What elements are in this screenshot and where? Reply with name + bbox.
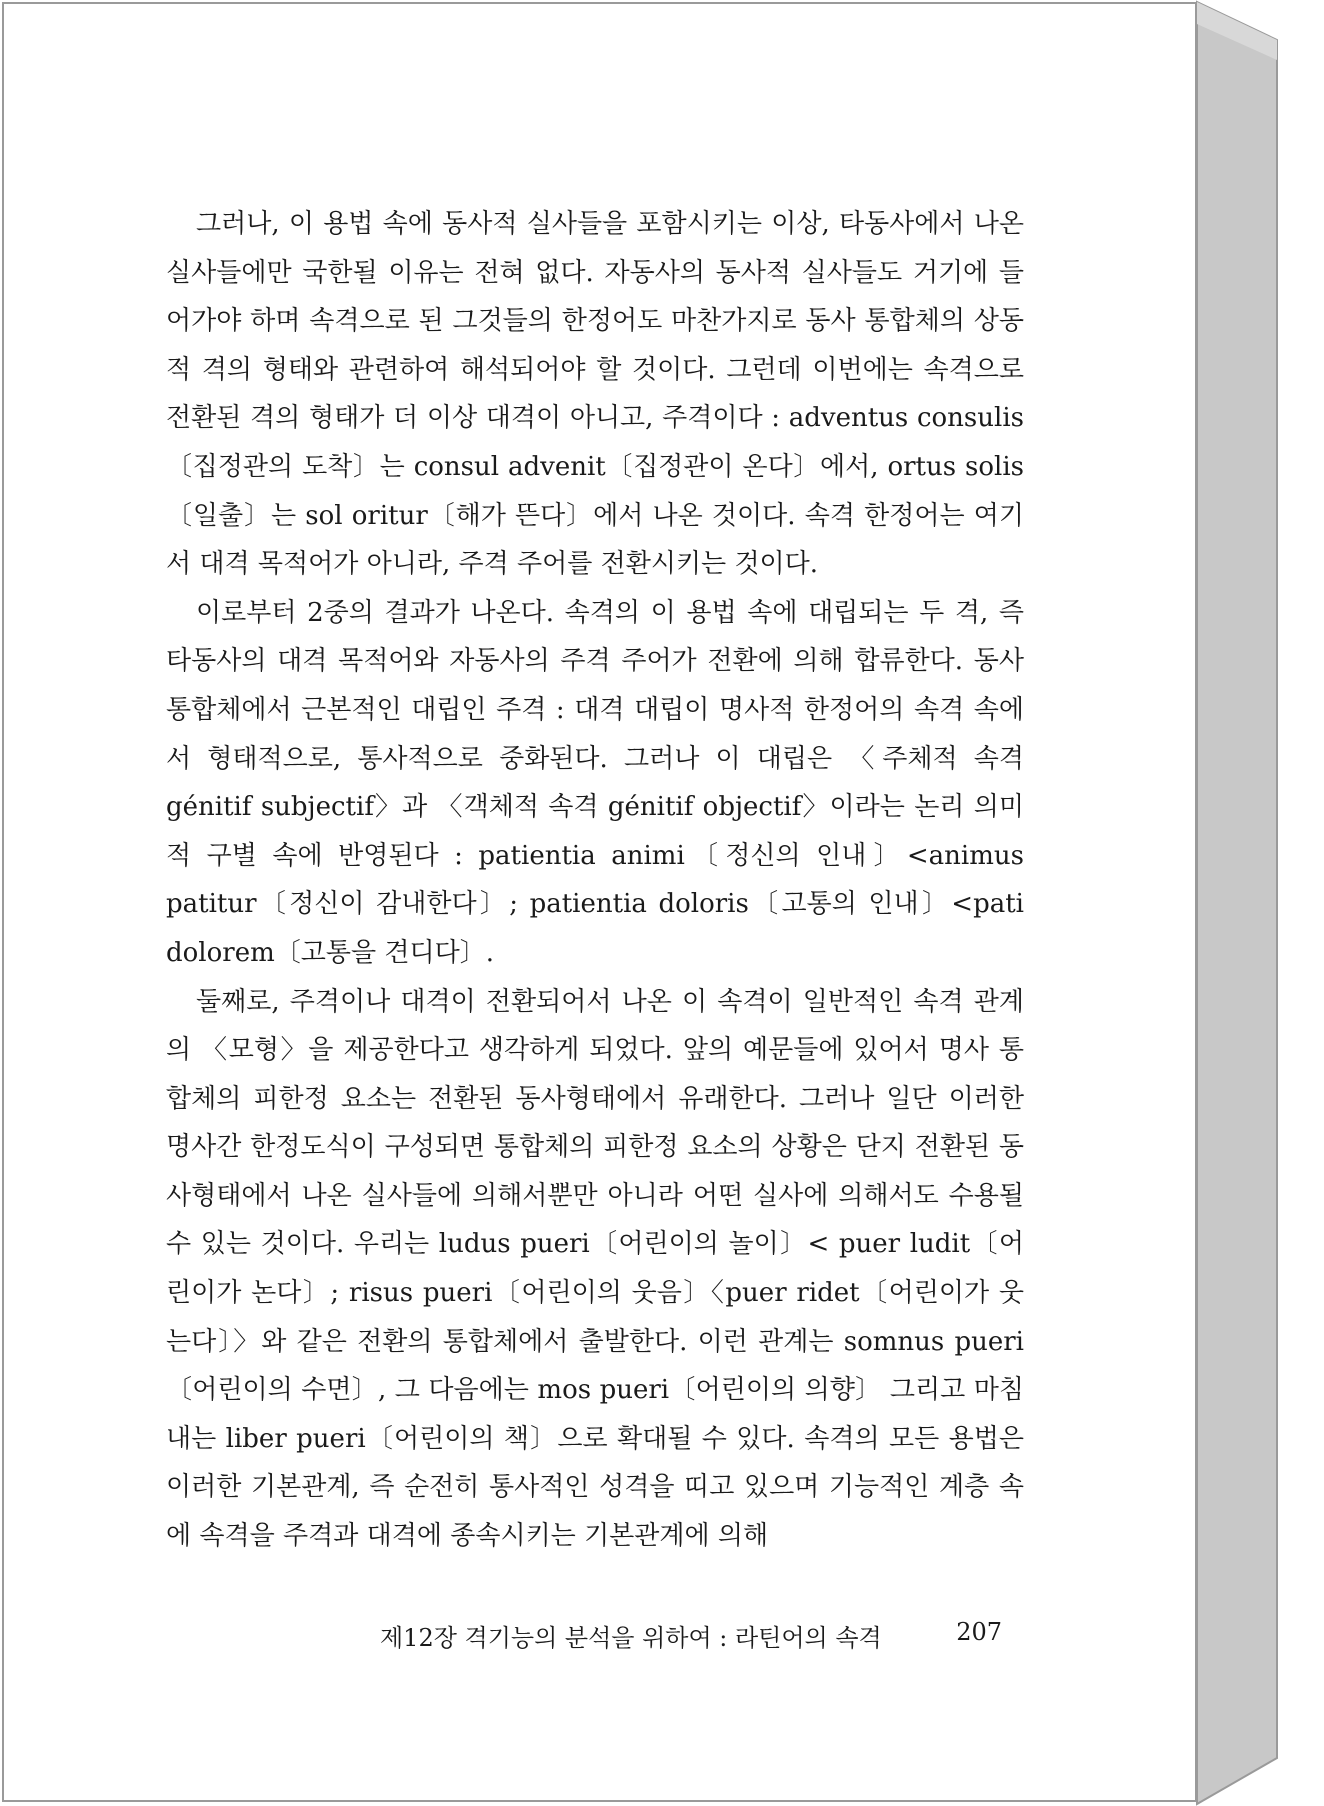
body-text [166,200,1024,1561]
paragraph-2: 이로부터 2중의 결과가 나온다. 속격의 이 용법 속에 대립되는 두 격, 즉 타동사의 대격 목적어와 자동사의 주격 주어가 전환에 의해 합류한다. 동사 통합체에서 근본적인 대립인 주격 : 대격 대립이 명사적 한정어의 속격 속에서 형태적으로, 통사적으로 중화된다. 그러나 이 대립은 〈주체적 속격 génitif subjectif〉과 〈객체적 속격 génitif objectif〉이라는 논리 의미적 구별 속에 반영된다 : patientia animi〔정신의 인내〕<animus patitur〔정신이 감내한다〕; patientia doloris〔고통의 인내〕<pati dolorem〔고통을 견디다〕. [166,597,1024,968]
running-title: 제12장 격기능의 분석을 위하여 : 라틴어의 속격 [380,1624,882,1652]
page-footer [380,1618,1020,1653]
page-number: 207 [956,1618,1002,1646]
paragraph-3: 둘째로, 주격이나 대격이 전환되어서 나온 이 속격이 일반적인 속격 관계의 〈모형〉을 제공한다고 생각하게 되었다. 앞의 예문들에 있어서 명사 통합체의 피한정 요소는 전환된 동사형태에서 유래한다. 그러나 일단 이러한 명사간 한정도식이 구성되면 통합체의 피한정 요소의 상황은 단지 전환된 동사형태에서 나온 실사들에 의해서뿐만 아니라 어떤 실사에 의해서도 수용될 수 있는 것이다. 우리는 ludus pueri〔어린이의 놀이〕< puer ludit〔어린이가 논다〕; risus pueri〔어린이의 웃음〕〈puer ridet〔어린이가 웃는다〕〉와 같은 전환의 통합체에서 출발한다. 이런 관계는 somnus pueri〔어린이의 수면〕, 그 다음에는 mos pueri〔어린이의 의향〕 그리고 마침내는 liber pueri〔어린이의 책〕으로 확대될 수 있다. 속격의 모든 용법은 이러한 기본관계, 즉 순전히 통사적인 성격을 띠고 있으며 기능적인 계층 속에 속격을 주격과 대격에 종속시키는 기본관계에 의해 [166,986,1024,1552]
paragraph-1: 그러나, 이 용법 속에 동사적 실사들을 포함시키는 이상, 타동사에서 나온 실사들에만 국한될 이유는 전혀 없다. 자동사의 동사적 실사들도 거기에 들어가야 하며 속격으로 된 그것들의 한정어도 마찬가지로 동사 통합체의 상동적 격의 형태와 관련하여 해석되어야 할 것이다. 그런데 이번에는 속격으로 전환된 격의 형태가 더 이상 대격이 아니고, 주격이다 : adventus consulis〔집정관의 도착〕는 consul advenit〔집정관이 온다〕에서, ortus solis〔일출〕는 sol oritur〔해가 뜬다〕에서 나온 것이다. 속격 한정어는 여기서 대격 목적어가 아니라, 주격 주어를 전환시키는 것이다. [166,209,1025,580]
